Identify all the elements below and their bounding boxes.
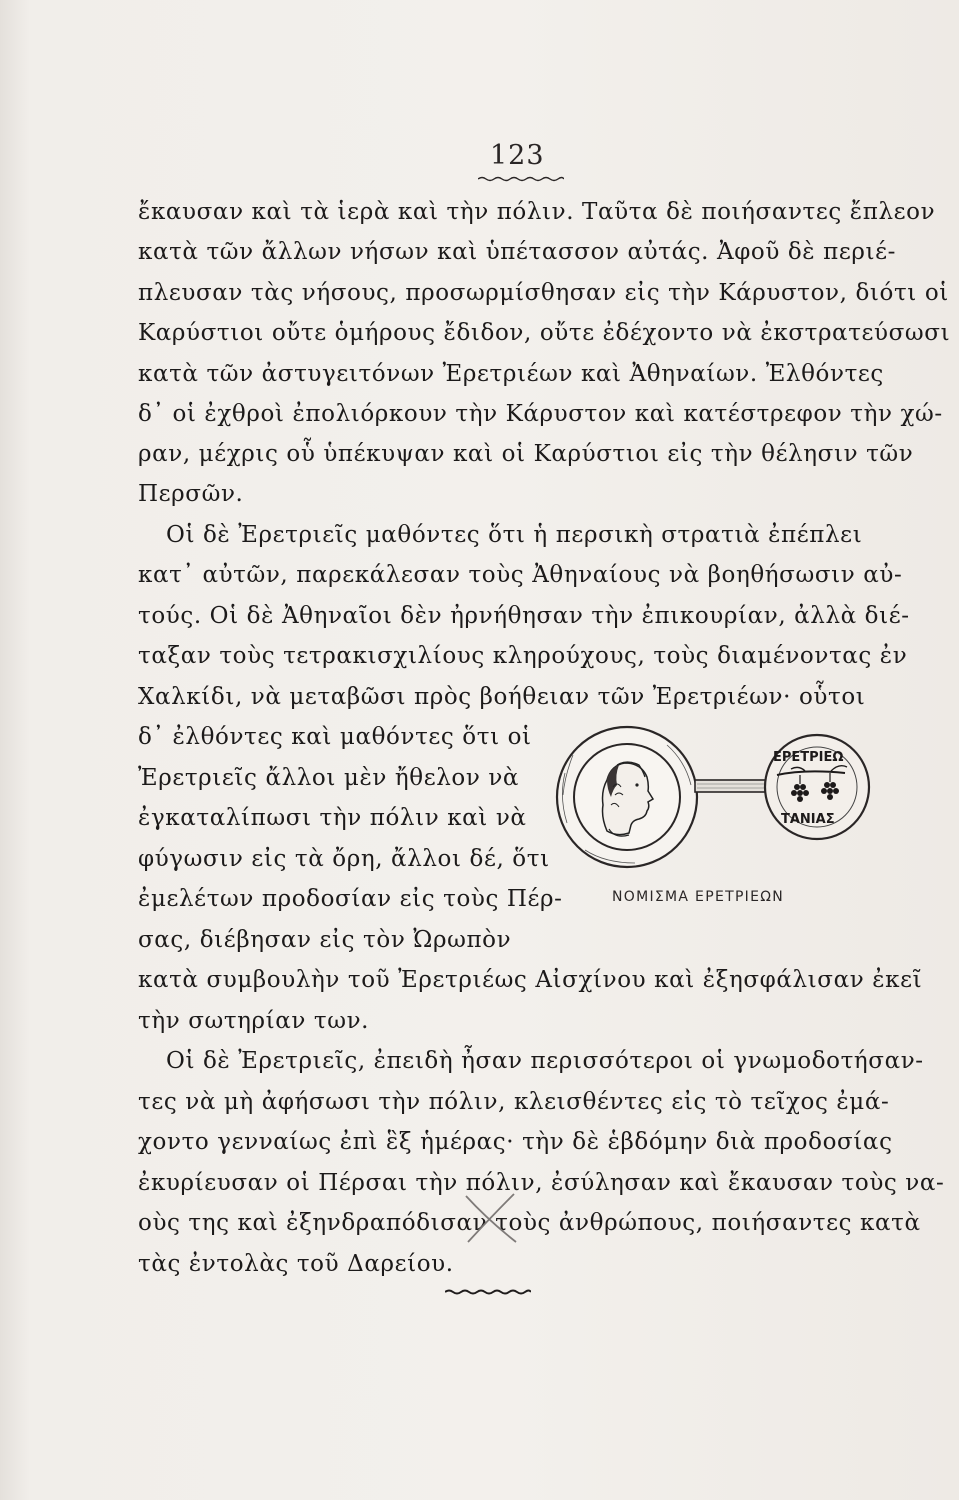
text-line: Καρύστιοι οὔτε ὁμήρους ἔδιδον, οὔτε ἐδέχοντο νὰ ἐκστρατεύσωσι bbox=[138, 320, 951, 346]
text-line: ἐκυρίευσαν οἱ Πέρσαι τὴν πόλιν, ἐσύλησαν καὶ ἔκαυσαν τοὺς να- bbox=[138, 1170, 945, 1196]
coin-illustration bbox=[555, 725, 875, 875]
text-line: ἔκαυσαν καὶ τὰ ἱερὰ καὶ τὴν πόλιν. Ταῦτα δὲ ποιήσαντες ἔπλεον bbox=[138, 199, 936, 225]
text-line: τὰς ἐντολὰς τοῦ Δαρείου. bbox=[138, 1251, 454, 1277]
coin-reverse bbox=[765, 735, 869, 839]
text-line: τούς. Οἱ δὲ Ἀθηναῖοι δὲν ἠρνήθησαν τὴν ἐπικουρίαν, ἀλλὰ διέ- bbox=[138, 603, 910, 629]
text-line: ἐμελέτων προδοσίαν εἰς τοὺς Πέρ- bbox=[138, 886, 563, 912]
reverse-legend-top: ΕΡΕΤΡΙΕΩ bbox=[773, 750, 844, 765]
text-line: ραν, μέχρις οὗ ὑπέκυψαν καὶ οἱ Καρύστιοι εἰς τὴν θέλησιν τῶν bbox=[138, 441, 914, 467]
text-line: κατὰ συμβουλὴν τοῦ Ἐρετριέως Αἰσχίνου καὶ ἐξησφάλισαν ἐκεῖ bbox=[138, 967, 923, 993]
reverse-legend-bottom: ΤΑΝΙΑΣ bbox=[781, 812, 835, 827]
text-line: σας, διέβησαν εἰς τὸν Ὠρωπὸν bbox=[138, 927, 512, 953]
coin-connector bbox=[695, 780, 767, 792]
text-line: πλευσαν τὰς νήσους, προσωρμίσθησαν εἰς τὴν Κάρυστον, διότι οἱ bbox=[138, 280, 949, 306]
page-number-rule bbox=[478, 176, 564, 182]
pencil-cross-mark bbox=[458, 1190, 522, 1246]
text-line: κατὰ τῶν ἄλλων νήσων καὶ ὑπέτασσον αὐτάς. Ἀφοῦ δὲ περιέ- bbox=[138, 239, 897, 265]
text-line: Χαλκίδι, νὰ μεταβῶσι πρὸς βοήθειαν τῶν Ἐρετριέων· οὗτοι bbox=[138, 684, 866, 710]
text-line: Ἐρετριεῖς ἄλλοι μὲν ἤθελον νὰ bbox=[138, 765, 520, 791]
text-line: χοντο γενναίως ἐπὶ ἓξ ἡμέρας· τὴν δὲ ἑβδόμην διὰ προδοσίας bbox=[138, 1129, 893, 1155]
text-line: Οἱ δὲ Ἐρετριεῖς μαθόντες ὅτι ἡ περσικὴ στρατιὰ ἐπέπλει bbox=[166, 522, 863, 548]
page-number: 123 bbox=[490, 140, 545, 171]
text-line: τες νὰ μὴ ἀφήσωσι τὴν πόλιν, κλεισθέντες εἰς τὸ τεῖχος ἐμά- bbox=[138, 1089, 890, 1115]
text-line: οὺς της καὶ ἐξηνδραπόδισαν τοὺς ἀνθρώπους, ποιήσαντες κατὰ bbox=[138, 1210, 921, 1236]
end-ornament-rule bbox=[445, 1289, 531, 1295]
text-line: τὴν σωτηρίαν των. bbox=[138, 1008, 370, 1034]
text-line: Περσῶν. bbox=[138, 481, 244, 507]
text-line: Οἱ δὲ Ἐρετριεῖς, ἐπειδὴ ἦσαν περισσότεροι οἱ γνωμοδοτήσαν- bbox=[166, 1048, 924, 1074]
text-line: κατὰ τῶν ἀστυγειτόνων Ἐρετριέων καὶ Ἀθηναίων. Ἐλθόντες bbox=[138, 361, 884, 387]
text-line: ἐγκαταλίπωσι τὴν πόλιν καὶ νὰ bbox=[138, 805, 527, 831]
text-line: κατ᾽ αὐτῶν, παρεκάλεσαν τοὺς Ἀθηναίους νὰ βοηθήσωσιν αὐ- bbox=[138, 562, 903, 588]
text-line: ταξαν τοὺς τετρακισχιλίους κληρούχους, τοὺς διαμένοντας ἐν bbox=[138, 643, 908, 669]
text-line: φύγωσιν εἰς τὰ ὄρη, ἄλλοι δέ, ὅτι bbox=[138, 846, 550, 872]
text-line: δ᾽ ἐλθόντες καὶ μαθόντες ὅτι οἱ bbox=[138, 724, 532, 750]
text-line: δ᾽ οἱ ἐχθροὶ ἐπολιόρκουν τὴν Κάρυστον καὶ κατέστρεφον τὴν χώ- bbox=[138, 401, 943, 427]
figure-caption: ΝΟΜΙΣΜΑ ΕΡΕΤΡΙΕΩΝ bbox=[612, 889, 785, 905]
